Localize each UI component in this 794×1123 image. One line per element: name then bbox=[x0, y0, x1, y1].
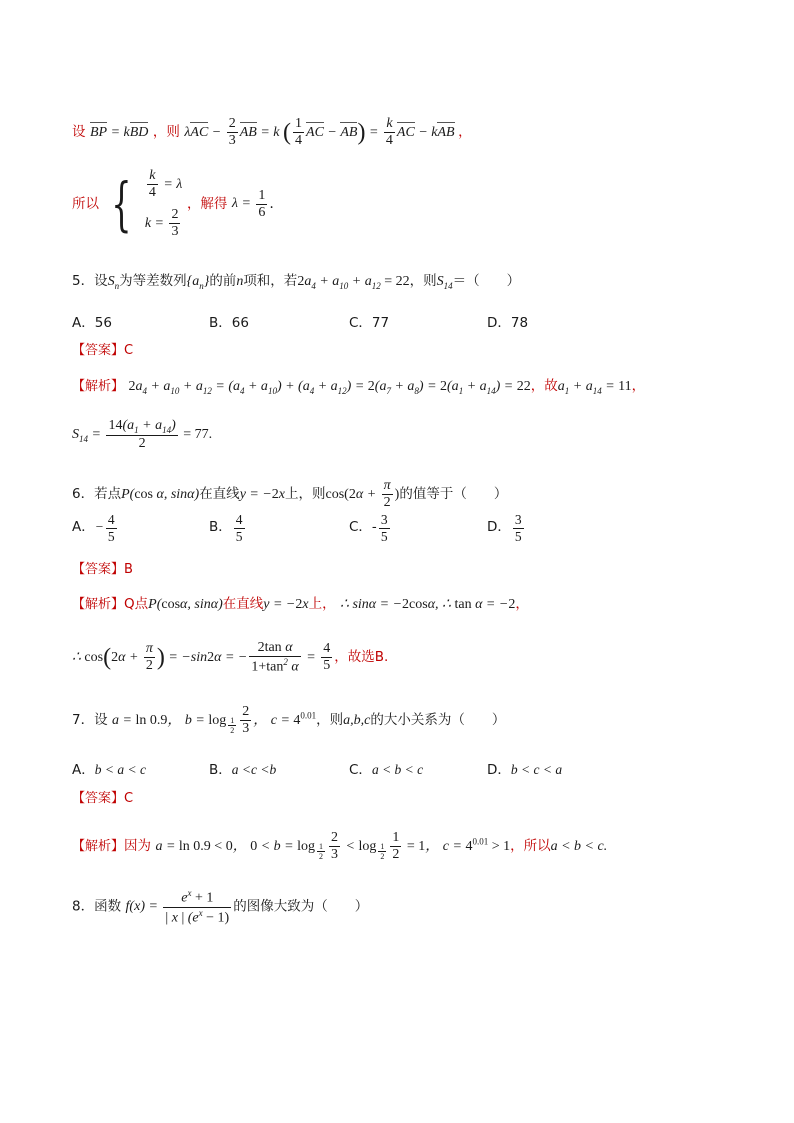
q7-analysis bbox=[72, 830, 607, 863]
q5-option-b: B．66 bbox=[209, 315, 249, 331]
q5-analysis-gu: ，故 bbox=[530, 378, 558, 394]
q7-option-b-label: B． bbox=[209, 762, 232, 778]
q5-math-s14: $S_{14}$ bbox=[436, 274, 453, 291]
q6-conclusion-math: ∴ cos(2α + $\frac{\pi}{2}$ ) = −sin2α = − $\frac{\text{2tan α}}{1+\tan^2 \alpha}$ = $\frac{4}{5}$ bbox=[72, 640, 331, 675]
q7-math-abc: a = ln 0.9， b = log $_{\frac{1}{2}}$ $\frac{2}{3}$ ， $c = 4^{0.01}$ bbox=[112, 704, 317, 737]
q6-conclusion bbox=[72, 640, 388, 676]
q5-math-an: $\{a_n\}$ bbox=[186, 274, 210, 291]
q7-option-a bbox=[72, 758, 146, 778]
q6-option-c-label: C．- bbox=[349, 519, 377, 536]
q6-option-d bbox=[487, 512, 526, 544]
q6-option-c bbox=[349, 512, 392, 544]
q5-math-n: n bbox=[236, 274, 244, 289]
q6-text-a: 6．若点 bbox=[72, 485, 122, 502]
q5-analysis-math: $2a_4 + a_{10} + a_{12} = (a_4 + a_{10}) + (a_4 + a_{12}) = 2(a_7 + a_8) = 2(a_1 + a_{14}) = 22$ bbox=[128, 379, 531, 396]
q6-math-p: P(cos α, sinα) bbox=[121, 486, 200, 502]
q7-analysis-result: a < b < c. bbox=[550, 838, 608, 854]
q6-option-b bbox=[209, 512, 247, 544]
q7-option-b-math: a <c <b bbox=[231, 762, 277, 777]
q7-option-b bbox=[209, 758, 276, 778]
q5-analysis-tag: 【解析】 bbox=[72, 379, 125, 394]
q6-answer bbox=[72, 561, 133, 578]
q5-text-b: 为等差数列 bbox=[119, 273, 187, 289]
q6-text-d: 的值等于（ ） bbox=[399, 485, 508, 502]
brace: { bbox=[111, 170, 133, 239]
q6-analysis-line: y = −2x bbox=[263, 597, 309, 612]
q5-option-c: C．77 bbox=[349, 315, 390, 331]
q7-option-a-math: b < a < c bbox=[94, 762, 146, 777]
q5-text-e: ，则 bbox=[409, 273, 437, 289]
q8-math-f: f(x) = $\frac{e^x + 1}{| x | (e^x - 1)}$ bbox=[125, 888, 230, 926]
q6-option-b-label: B． bbox=[209, 519, 232, 536]
q7-analysis-tag: 【解析】 bbox=[72, 838, 125, 854]
q7-text-ze: ，则 bbox=[316, 711, 344, 728]
q5-stem bbox=[72, 273, 520, 292]
q5-answer-value: C bbox=[124, 343, 134, 358]
q7-option-d bbox=[487, 758, 562, 778]
text-ze: ，则 bbox=[152, 123, 180, 140]
text-comma: ， bbox=[458, 123, 472, 140]
q7-math-vars: a,b,c bbox=[343, 712, 371, 728]
q6-analysis-p: P(cosα, sinα) bbox=[148, 597, 223, 612]
q5-option-d: D．78 bbox=[487, 315, 529, 331]
q8-text-a: 8．函数 bbox=[72, 898, 122, 915]
q6-answer-value: B bbox=[124, 562, 133, 577]
q7-option-c-label: C． bbox=[349, 762, 372, 778]
q5-formula bbox=[72, 418, 212, 452]
q5-text-f: ＝（ ） bbox=[452, 273, 521, 289]
q6-analysis-c: 上， bbox=[308, 596, 336, 612]
q6-analysis-b: 在直线 bbox=[222, 596, 264, 612]
text-suoyi: 所以 bbox=[72, 196, 99, 213]
q5-analysis-end: ， bbox=[631, 378, 646, 394]
system-line bbox=[72, 168, 274, 240]
q6-option-a-label: A． bbox=[72, 519, 95, 536]
q6-math-line: y = −2x bbox=[239, 486, 286, 502]
q7-option-d-math: b < c < a bbox=[510, 762, 563, 777]
q7-option-a-label: A． bbox=[72, 762, 95, 778]
q5-math-cond: $2a_4 + a_{10} + a_{12} = 22$ bbox=[297, 274, 410, 291]
q6-analysis-tag: 【解析】 bbox=[72, 597, 125, 612]
q6-analysis-math: ∴ sinα = −2cosα, ∴ tan α = −2 bbox=[340, 597, 516, 612]
q6-stem bbox=[72, 478, 507, 511]
q7-text-tail: 的大小关系为（ ） bbox=[370, 711, 506, 728]
math-lambda: λ = $\frac{1}{6}$ bbox=[231, 187, 266, 220]
text-she: 设 bbox=[72, 123, 86, 140]
math-vec-eq: λAC − $\frac{2}{3}$ AB = k ( $\frac{1}{4}$ AC − AB) = $\frac{k}{4}$ AC − kAB bbox=[184, 116, 455, 149]
q7-analysis-a: 因为 bbox=[124, 837, 152, 854]
q6-option-a-math: − $\frac{4}{5}$ bbox=[94, 512, 115, 544]
q5-analysis-math-2: $a_1 + a_{14} = 11$ bbox=[557, 379, 632, 396]
q7-text-a: 7．设 bbox=[72, 711, 108, 728]
q7-analysis-math: a = ln 0.9 < 0， 0 < b = log $_{\frac{1}{2}}$ $\frac{2}{3}$ < log $_{\frac{1}{2}}$ $\frac{1}{2}$ = 1， $c = 4^{0.01} > 1$ bbox=[155, 830, 511, 863]
q6-analysis-a: Q点 bbox=[124, 596, 149, 612]
text-period: . bbox=[269, 195, 274, 212]
q7-option-c bbox=[349, 758, 423, 778]
q8-text-b: 的图像大致为（ ） bbox=[233, 898, 369, 915]
math-system: $\frac{k}{4}$ = λ k = $\frac{2}{3}$ bbox=[144, 168, 183, 240]
q6-text-c: 上，则 bbox=[285, 485, 326, 502]
vector-line bbox=[72, 116, 472, 149]
q7-option-c-math: a < b < c bbox=[371, 762, 424, 777]
q8-stem bbox=[72, 888, 368, 927]
q6-analysis bbox=[72, 596, 529, 614]
q7-answer-value: C bbox=[124, 791, 134, 806]
q5-option-a: A．56 bbox=[72, 315, 112, 331]
q5-answer bbox=[72, 342, 133, 359]
q6-text-b: 在直线 bbox=[199, 485, 240, 502]
text-jiede: ，解得 bbox=[186, 196, 228, 213]
q5-answer-tag: 【答案】 bbox=[72, 343, 125, 358]
q5-text-d: 项和，若 bbox=[243, 273, 298, 289]
q6-option-d-label: D． bbox=[487, 519, 511, 536]
q5-s14-formula: $S_{14}$ = $\frac{14(a_1 + a_{14})}{2}$ = 77. bbox=[72, 418, 213, 452]
q5-math-sn: $S_n$ bbox=[107, 274, 120, 291]
q6-analysis-comma: ， bbox=[515, 596, 529, 612]
q5-text-c: 的前 bbox=[209, 273, 237, 289]
q7-stem bbox=[72, 704, 505, 737]
math-vec-bp: BP = kBD bbox=[89, 124, 149, 140]
q6-answer-tag: 【答案】 bbox=[72, 562, 125, 577]
q6-option-d-math: $\frac{3}{5}$ bbox=[514, 512, 522, 544]
q5-text-a: 5．设 bbox=[72, 273, 108, 289]
q6-option-c-math: $\frac{3}{5}$ bbox=[380, 512, 388, 544]
q6-math-cos: cos(2α + $\frac{\pi}{2}$ ) bbox=[325, 478, 400, 511]
q6-option-b-math: $\frac{4}{5}$ bbox=[235, 512, 243, 544]
q7-analysis-end: ，所以 bbox=[510, 837, 551, 854]
q5-analysis bbox=[72, 378, 645, 397]
q6-conclusion-text: ，故选B. bbox=[334, 649, 389, 666]
q7-option-d-label: D． bbox=[487, 762, 511, 778]
q7-answer-tag: 【答案】 bbox=[72, 791, 125, 806]
q6-option-a bbox=[72, 512, 119, 544]
q7-answer bbox=[72, 790, 133, 807]
